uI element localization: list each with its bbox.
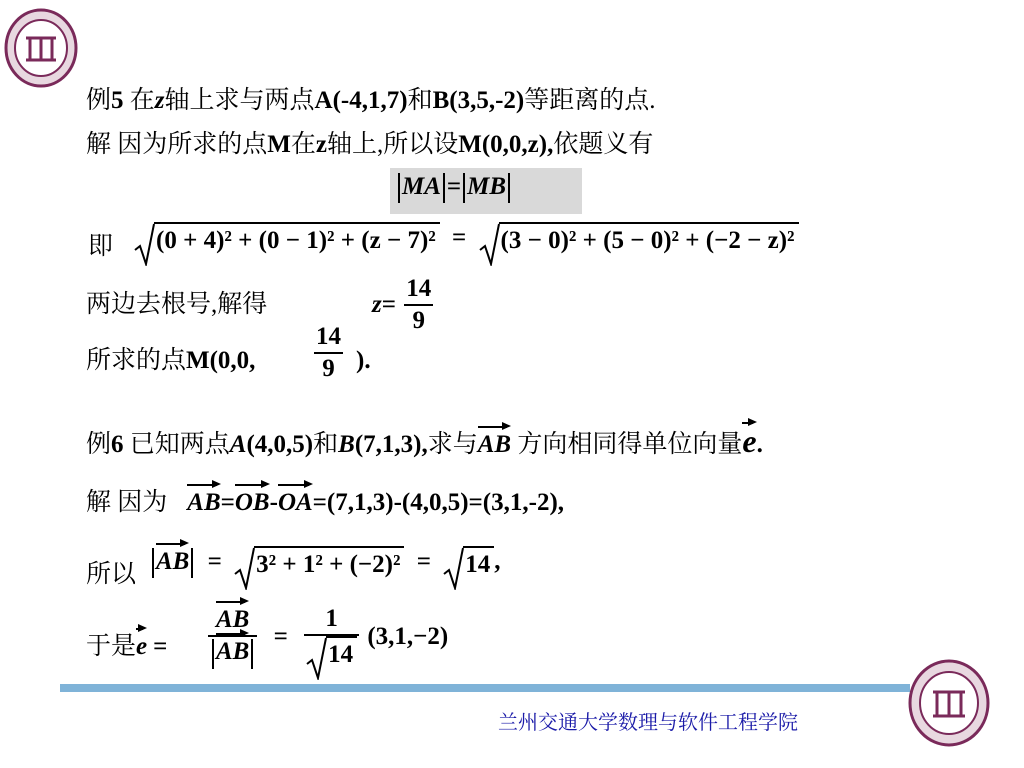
point-b: B (338, 431, 355, 458)
vector-e: e (742, 423, 757, 459)
vector-ob: OB (234, 489, 270, 516)
text-fragment: 解 因为 (86, 489, 168, 516)
example6-solution (86, 488, 564, 518)
text-fragment: 于是 (86, 633, 137, 660)
equals: = (381, 291, 396, 318)
z-solution (372, 274, 435, 336)
example6-title (86, 423, 763, 460)
footer-institution: 兰州交通大学数理与软件工程学院 (498, 710, 798, 734)
comma: , (494, 547, 501, 575)
equals: = (273, 623, 288, 650)
text-fragment: 等距离的点. (524, 87, 656, 114)
ex6-number: 6 (111, 431, 130, 458)
denominator (304, 636, 359, 670)
period: . (756, 431, 763, 458)
unit-vector-line (86, 632, 167, 662)
denominator: 9 (412, 307, 425, 334)
coord-a: (4,0,5) (246, 431, 314, 458)
ji-label: 即 (88, 233, 114, 260)
ex5-label: 例 (86, 87, 112, 114)
ma: MA (402, 173, 441, 200)
distance-equation-text (396, 172, 512, 203)
text-fragment: 轴上求与两点 (164, 87, 315, 114)
norm-equation (150, 546, 500, 580)
fraction-14-9 (314, 322, 343, 384)
text-fragment: 在 (290, 131, 316, 158)
coord-b: (7,1,3), (354, 431, 428, 458)
vector-oa: OA (277, 489, 313, 516)
point-a: A (229, 431, 247, 458)
radicand: 14 (326, 636, 357, 670)
sqrt-14 (306, 636, 357, 670)
vector-expression: =(7,1,3)-(4,0,5)=(3,1,-2), (312, 489, 565, 516)
solve-label: 两边去根号,解得 (86, 291, 268, 318)
text-fragment: 求与 (427, 431, 478, 458)
sqrt-equation (134, 222, 799, 256)
var-m: M (267, 131, 291, 158)
sqrt-left (134, 222, 440, 256)
equals: = (452, 223, 467, 251)
vector-ab: AB (216, 606, 250, 634)
university-logo (908, 658, 990, 753)
equals: = (416, 547, 431, 575)
norm-line (86, 560, 136, 590)
minus: - (269, 489, 278, 516)
point-b: B(3,5,-2) (432, 87, 525, 114)
text-fragment: 所以 (86, 561, 137, 588)
text-fragment: 所求的点 (86, 347, 187, 374)
point-a: A(-4,1,7) (314, 87, 408, 114)
numerator: 14 (316, 323, 341, 350)
abs-bar (463, 173, 465, 203)
radicand-left: (0 + 4)² + (0 − 1)² + (z − 7)² (154, 222, 440, 256)
denominator: 9 (322, 355, 335, 382)
sqrt-norm (234, 546, 404, 580)
radicand: 3² + 1² + (−2)² (254, 546, 404, 580)
equals: = (446, 173, 462, 200)
fraction-14-9 (404, 274, 433, 336)
fraction-ab-norm (208, 605, 257, 668)
text-fragment: 方向相同得单位向量 (511, 431, 743, 458)
result-end: ). (356, 347, 371, 374)
example5-title (86, 86, 656, 116)
sqrt-14 (443, 546, 494, 580)
text-fragment: 和 (313, 431, 339, 458)
text-fragment: 和 (407, 87, 433, 114)
radicand: 14 (463, 546, 494, 580)
abs-bar (251, 639, 253, 669)
abs-bar (443, 173, 445, 203)
vector-e: e (136, 633, 148, 660)
equals: = (220, 489, 235, 516)
abs-bar (508, 173, 510, 203)
vector-value: (3,1,−2) (367, 623, 449, 650)
numerator: 14 (406, 275, 432, 302)
var-z: z (372, 291, 382, 318)
point-m: M(0,0,z), (458, 131, 554, 158)
point-m: M(0,0, (186, 347, 256, 374)
university-logo (4, 8, 78, 93)
abs-bar (212, 639, 214, 669)
vector-ab: AB (216, 638, 250, 666)
abs-bar (398, 173, 400, 203)
abs-bar (191, 548, 193, 578)
radicand-right: (3 − 0)² + (5 − 0)² + (−2 − z)² (499, 222, 799, 256)
mb: MB (467, 173, 507, 200)
abs-bar (152, 548, 154, 578)
numerator: 1 (325, 605, 338, 632)
result-fraction (312, 322, 345, 384)
text-fragment: 已知两点 (129, 431, 230, 458)
vector-ab: AB (187, 489, 221, 516)
ex5-number: 5 (111, 87, 130, 114)
sqrt-right (479, 222, 799, 256)
text-fragment: 在 (129, 87, 155, 114)
denominator (208, 637, 257, 668)
vector-ab: AB (156, 547, 190, 575)
var-z: z (154, 87, 165, 114)
ex6-label: 例 (86, 431, 112, 458)
text-fragment: 轴上,所以设 (327, 131, 459, 158)
fraction-1-sqrt14 (304, 604, 359, 670)
unit-vector-fraction (206, 604, 448, 670)
var-z: z (315, 131, 327, 158)
vector-ab: AB (477, 431, 512, 458)
result-line (86, 346, 255, 376)
example5-solution (86, 130, 653, 160)
text-fragment: 解 因为所求的点 (86, 131, 268, 158)
text-fragment: 依题义有 (553, 131, 654, 158)
equals: = (153, 633, 168, 660)
footer-accent-bar (60, 684, 910, 692)
equals: = (207, 547, 222, 575)
